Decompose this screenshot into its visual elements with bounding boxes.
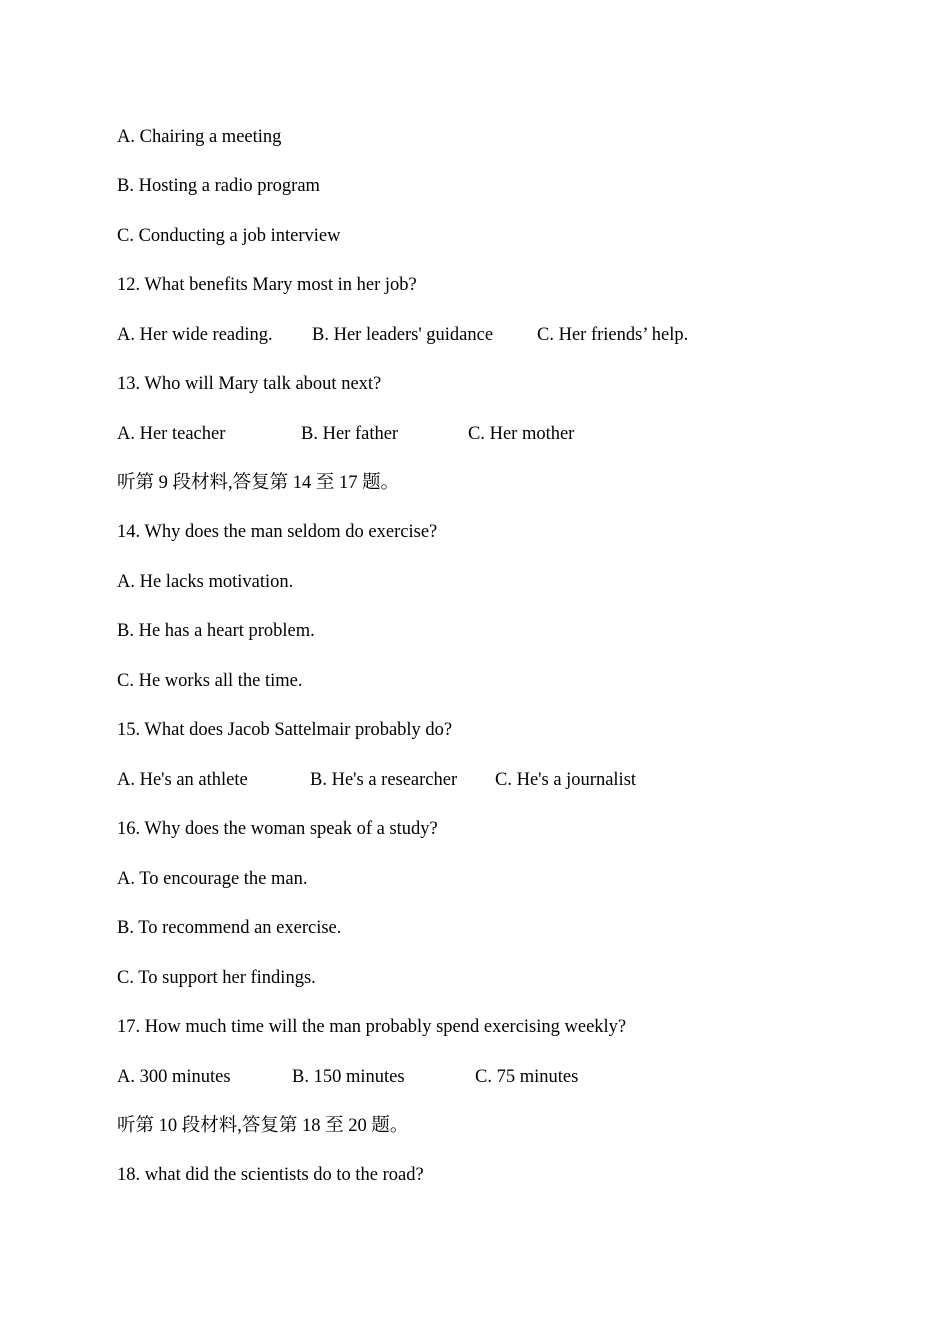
q12-option-b: B. Her leaders' guidance (312, 325, 494, 345)
q14-option-c: C. He works all the time. (117, 671, 303, 691)
q12-question: 12. What benefits Mary most in her job? (117, 275, 417, 295)
q12-option-c: C. Her friends’ help. (537, 325, 689, 345)
q13-question: 13. Who will Mary talk about next? (117, 374, 382, 394)
q16-option-c: C. To support her findings. (117, 968, 316, 988)
q11-option-c: C. Conducting a job interview (117, 226, 341, 246)
q13-option-a: A. Her teacher (117, 424, 226, 444)
q11-option-a: A. Chairing a meeting (117, 127, 282, 147)
q17-option-c: C. 75 minutes (475, 1067, 579, 1087)
q14-question: 14. Why does the man seldom do exercise? (117, 522, 438, 542)
q15-question: 15. What does Jacob Sattelmair probably do? (117, 720, 453, 740)
q16-question: 16. Why does the woman speak of a study? (117, 819, 438, 839)
q17-question: 17. How much time will the man probably spend exercising weekly? (117, 1017, 627, 1037)
q11-option-b: B. Hosting a radio program (117, 176, 320, 196)
section-9-instruction: 听第 9 段材料,答复第 14 至 17 题。 (117, 473, 400, 493)
q14-option-b: B. He has a heart problem. (117, 621, 315, 641)
q13-option-b: B. Her father (301, 424, 399, 444)
section-10-instruction: 听第 10 段材料,答复第 18 至 20 题。 (117, 1116, 409, 1136)
q16-option-b: B. To recommend an exercise. (117, 918, 342, 938)
q12-option-a: A. Her wide reading. (117, 325, 273, 345)
q14-option-a: A. He lacks motivation. (117, 572, 294, 592)
q17-option-b: B. 150 minutes (292, 1067, 405, 1087)
q15-option-c: C. He's a journalist (495, 770, 637, 790)
q17-option-a: A. 300 minutes (117, 1067, 231, 1087)
q13-option-c: C. Her mother (468, 424, 575, 444)
q15-option-b: B. He's a researcher (310, 770, 458, 790)
q16-option-a: A. To encourage the man. (117, 869, 308, 889)
q15-option-a: A. He's an athlete (117, 770, 248, 790)
q18-question: 18. what did the scientists do to the road? (117, 1165, 424, 1185)
